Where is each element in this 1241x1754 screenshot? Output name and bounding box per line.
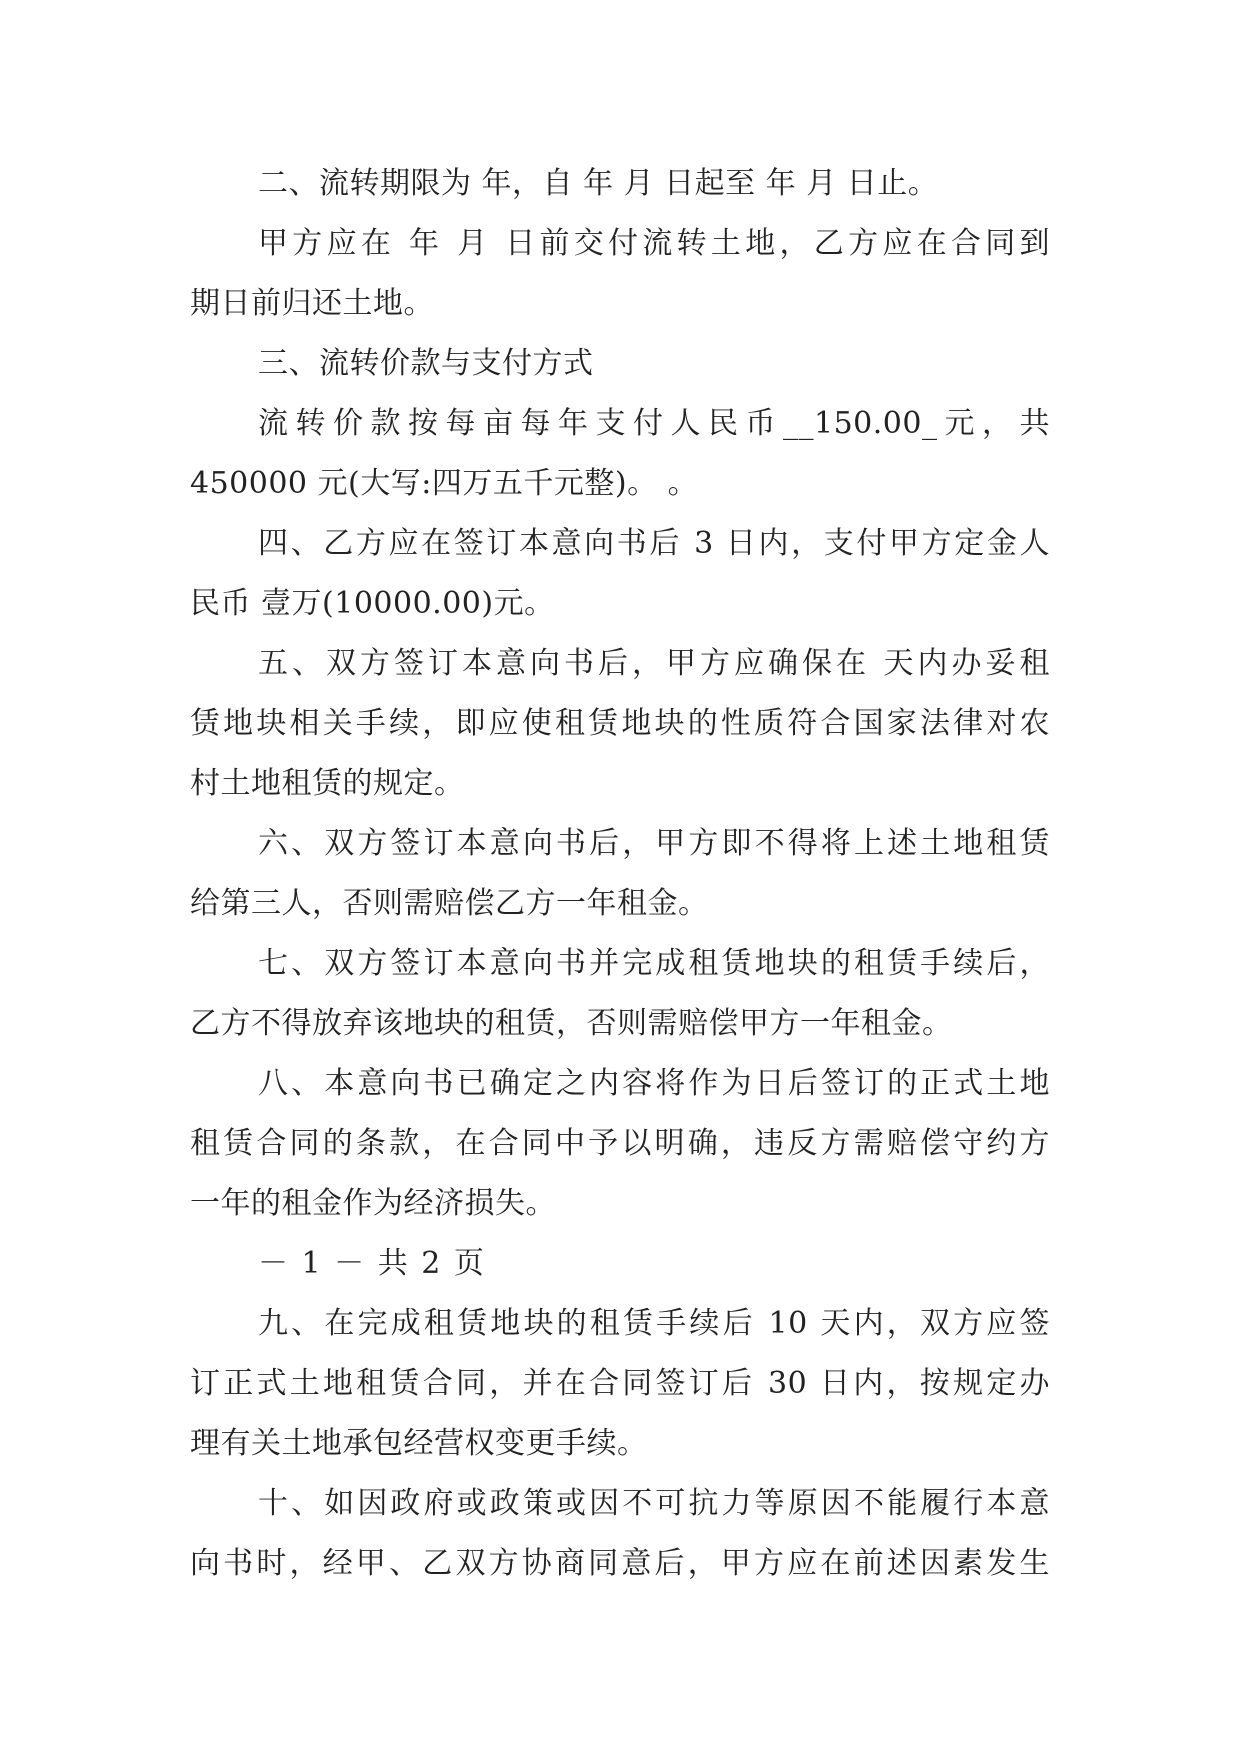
clause-5-line-2: 赁地块相关手续，即应使租赁地块的性质符合国家法律对农 xyxy=(190,706,1050,741)
clause-8-line-2: 租赁合同的条款，在合同中予以明确，违反方需赔偿守约方 xyxy=(190,1126,1050,1161)
clause-9-line-1: 九、在完成租赁地块的租赁手续后 10 天内，双方应签 xyxy=(258,1306,1050,1341)
clause-2-line-2: 甲方应在 年 月 日前交付流转土地，乙方应在合同到 xyxy=(258,226,1050,261)
clause-10-line-1: 十、如因政府或政策或因不可抗力等原因不能履行本意 xyxy=(258,1486,1050,1521)
clause-2-line-3: 期日前归还土地。 xyxy=(190,286,434,321)
clause-5-line-1: 五、双方签订本意向书后，甲方应确保在 天内办妥租 xyxy=(258,646,1050,681)
clause-6-line-1: 六、双方签订本意向书后，甲方即不得将上述土地租赁 xyxy=(258,826,1050,861)
clause-9-line-3: 理有关土地承包经营权变更手续。 xyxy=(190,1426,648,1461)
clause-8-line-1: 八、本意向书已确定之内容将作为日后签订的正式土地 xyxy=(258,1066,1050,1101)
clause-4-line-1: 四、乙方应在签订本意向书后 3 日内，支付甲方定金人 xyxy=(258,526,1050,561)
clause-5-line-3: 村土地租赁的规定。 xyxy=(190,766,465,801)
clause-8-line-3: 一年的租金作为经济损失。 xyxy=(190,1186,556,1221)
clause-10-line-2: 向书时，经甲、乙双方协商同意后，甲方应在前述因素发生 xyxy=(190,1546,1050,1581)
clause-3-line-1: 流转价款按每亩每年支付人民币__150.00_元，共 xyxy=(258,406,1050,441)
clause-7-line-1: 七、双方签订本意向书并完成租赁地块的租赁手续后， xyxy=(258,946,1050,981)
clause-2-line-1: 二、流转期限为 年，自 年 月 日起至 年 月 日止。 xyxy=(258,166,939,201)
clause-7-line-2: 乙方不得放弃该地块的租赁，否则需赔偿甲方一年租金。 xyxy=(190,1006,953,1041)
clause-3-line-2: 450000 元(大写:四万五千元整)。 。 xyxy=(190,466,699,501)
clause-4-line-2: 民币 壹万(10000.00)元。 xyxy=(190,586,555,621)
clause-9-line-2: 订正式土地租赁合同，并在合同签订后 30 日内，按规定办 xyxy=(190,1366,1050,1401)
clause-3-heading: 三、流转价款与支付方式 xyxy=(258,346,594,381)
page-footer: － 1 － 共 2 页 xyxy=(258,1246,486,1281)
clause-6-line-2: 给第三人，否则需赔偿乙方一年租金。 xyxy=(190,886,709,921)
